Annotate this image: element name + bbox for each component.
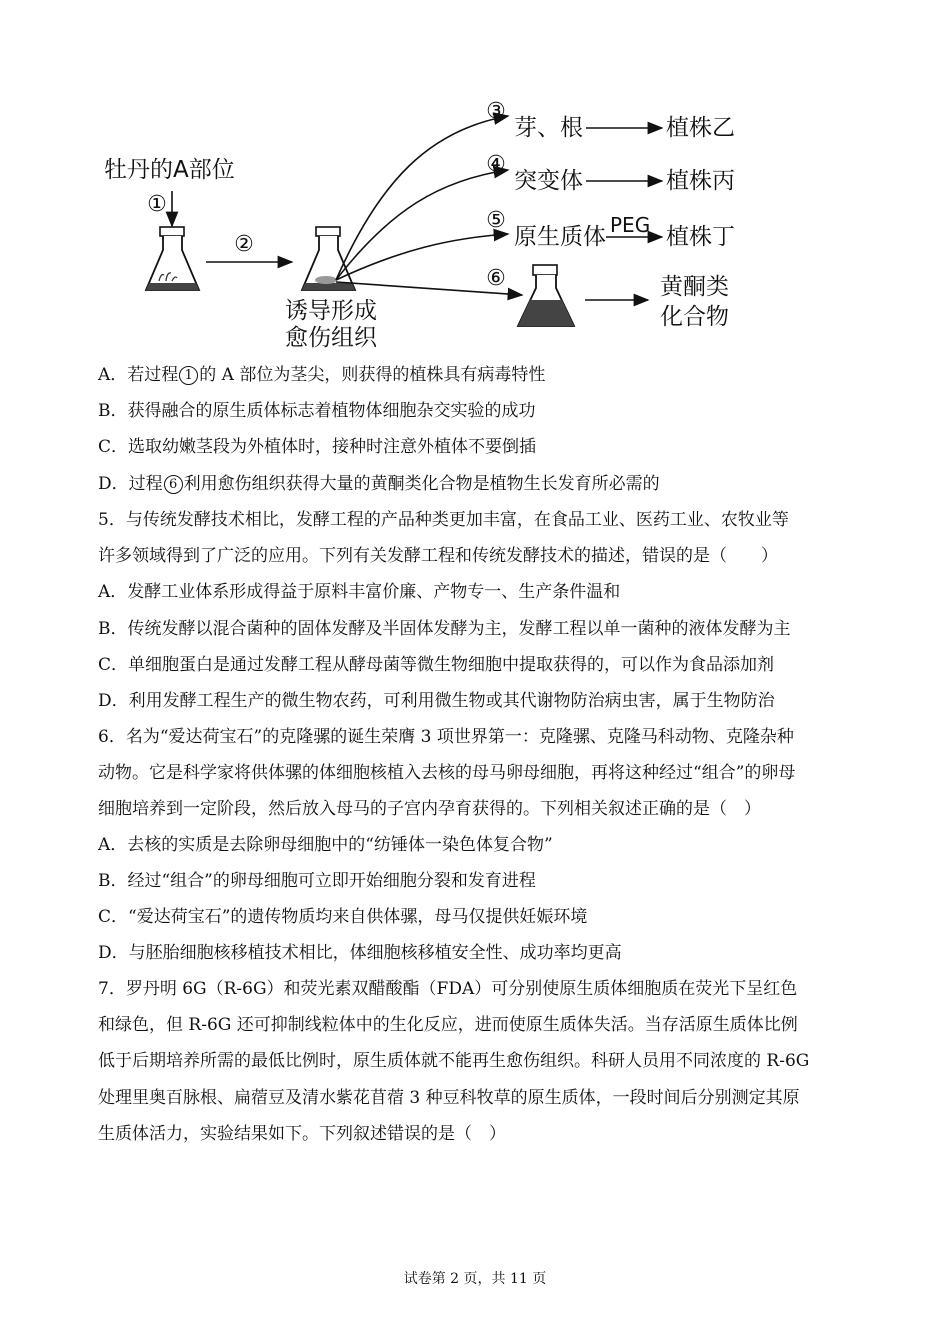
branch-5-number: ⑤ [486, 208, 506, 233]
branch-4-result: 植株丙 [666, 168, 735, 194]
q6-option-a: A．去核的实质是去除卵母细胞中的“纺锤体一染色体复合物” [98, 835, 553, 855]
branch-5-curve [336, 234, 508, 280]
callus-label-line2: 愈伤组织 [285, 325, 377, 351]
flavone-label-line1: 黄酮类 [660, 274, 729, 300]
branch-3-middle: 芽、根 [514, 115, 583, 141]
q4-option-a: A．若过程 1 的 A 部位为茎尖，则获得的植株具有病毒特性 [98, 365, 546, 385]
q6-option-d: D．与胚胎细胞核移植技术相比，体细胞核移植安全性、成功率均更高 [98, 943, 622, 963]
branch-4-middle: 突变体 [514, 168, 583, 194]
circled-number-1: 1 [179, 366, 198, 385]
branch-4-curve [336, 170, 508, 280]
q5-option-b: B．传统发酵以混合菌种的固体发酵及半固体发酵为主，发酵工程以单一菌种的液体发酵为主 [98, 619, 791, 639]
q6-stem-line3: 细胞培养到一定阶段，然后放入母马的子宫内孕育获得的。下列相关叙述正确的是（ ） [98, 799, 761, 819]
q5-option-c: C．单细胞蛋白是通过发酵工程从酵母菌等微生物细胞中提取获得的，可以作为食品添加剂 [98, 655, 775, 675]
branch-4-number: ④ [486, 152, 506, 177]
q4-option-b: B．获得融合的原生质体标志着植物体细胞杂交实验的成功 [98, 401, 536, 421]
flask-1-icon [146, 227, 199, 290]
q5-option-d: D．利用发酵工程生产的微生物农药，可利用微生物或其代谢物防治病虫害，属于生物防治 [98, 691, 775, 711]
q7-stem-line4: 处理里奥百脉根、扁蓿豆及清水紫花苜蓿 3 种豆科牧草的原生质体，一段时间后分别测定其原 [98, 1088, 800, 1108]
flavone-label-line2: 化合物 [660, 304, 729, 330]
page-footer: 试卷第 2 页，共 11 页 [403, 1271, 547, 1287]
branch-3-curve [336, 116, 508, 280]
q6-option-b: B．经过“组合”的卵母细胞可立即开始细胞分裂和发育进程 [98, 871, 536, 891]
q7-stem-line2: 和绿色，但 R-6G 还可抑制线粒体中的生化反应，进而使原生质体失活。当存活原生质体比例 [98, 1015, 798, 1035]
source-label: 牡丹的A部位 [104, 157, 235, 183]
branch-5-middle: 原生质体 [514, 224, 606, 250]
q6-stem-line1: 6．名为“爱达荷宝石”的克隆骡的诞生荣膺 3 项世界第一：克隆骡、克隆马科动物、克隆杂种 [98, 727, 794, 747]
q7-stem-line3: 低于后期培养所需的最低比例时，原生质体就不能再生愈伤组织。科研人员用不同浓度的 R-6G [98, 1051, 810, 1071]
step1-number: ① [147, 192, 167, 217]
q5-stem-line1: 5．与传统发酵技术相比，发酵工程的产品种类更加丰富，在食品工业、医药工业、农牧业等 [98, 510, 789, 530]
flask-2-icon [302, 227, 355, 290]
q6-stem-line2: 动物。它是科学家将供体骡的体细胞核植入去核的母马卵母细胞，再将这种经过“组合”的卵母 [98, 763, 796, 783]
q4-option-c: C．选取幼嫩茎段为外植体时，接种时注意外植体不要倒插 [98, 437, 537, 457]
circled-number-6: 6 [164, 475, 183, 494]
tissue-culture-diagram [0, 0, 950, 360]
q7-stem-line1: 7．罗丹明 6G（R-6G）和荧光素双醋酸酯（FDA）可分别使原生质体细胞质在荧光下呈红色 [98, 979, 798, 999]
branch-3-number: ③ [486, 99, 506, 124]
q5-stem-line2: 许多领域得到了广泛的应用。下列有关发酵工程和传统发酵技术的描述，错误的是（ ） [98, 546, 778, 566]
step2-number: ② [234, 232, 254, 257]
flask-3-icon [518, 265, 574, 326]
q6-option-c: C．“爱达荷宝石”的遗传物质均来自供体骡，母马仅提供妊娠环境 [98, 907, 588, 927]
q4-option-d: D．过程 6 利用愈伤组织获得大量的黄酮类化合物是植物生长发育所必需的 [98, 474, 660, 494]
branch-3-result: 植株乙 [666, 115, 735, 141]
callus-label-line1: 诱导形成 [285, 298, 377, 324]
branch-5-result: 植株丁 [666, 224, 735, 250]
peg-label: PEG [610, 213, 651, 237]
q7-stem-line5: 生质体活力，实验结果如下。下列叙述错误的是（ ） [98, 1124, 506, 1144]
q5-option-a: A．发酵工业体系形成得益于原料丰富价廉、产物专一、生产条件温和 [98, 582, 621, 602]
branch-6-number: ⑥ [486, 266, 506, 291]
